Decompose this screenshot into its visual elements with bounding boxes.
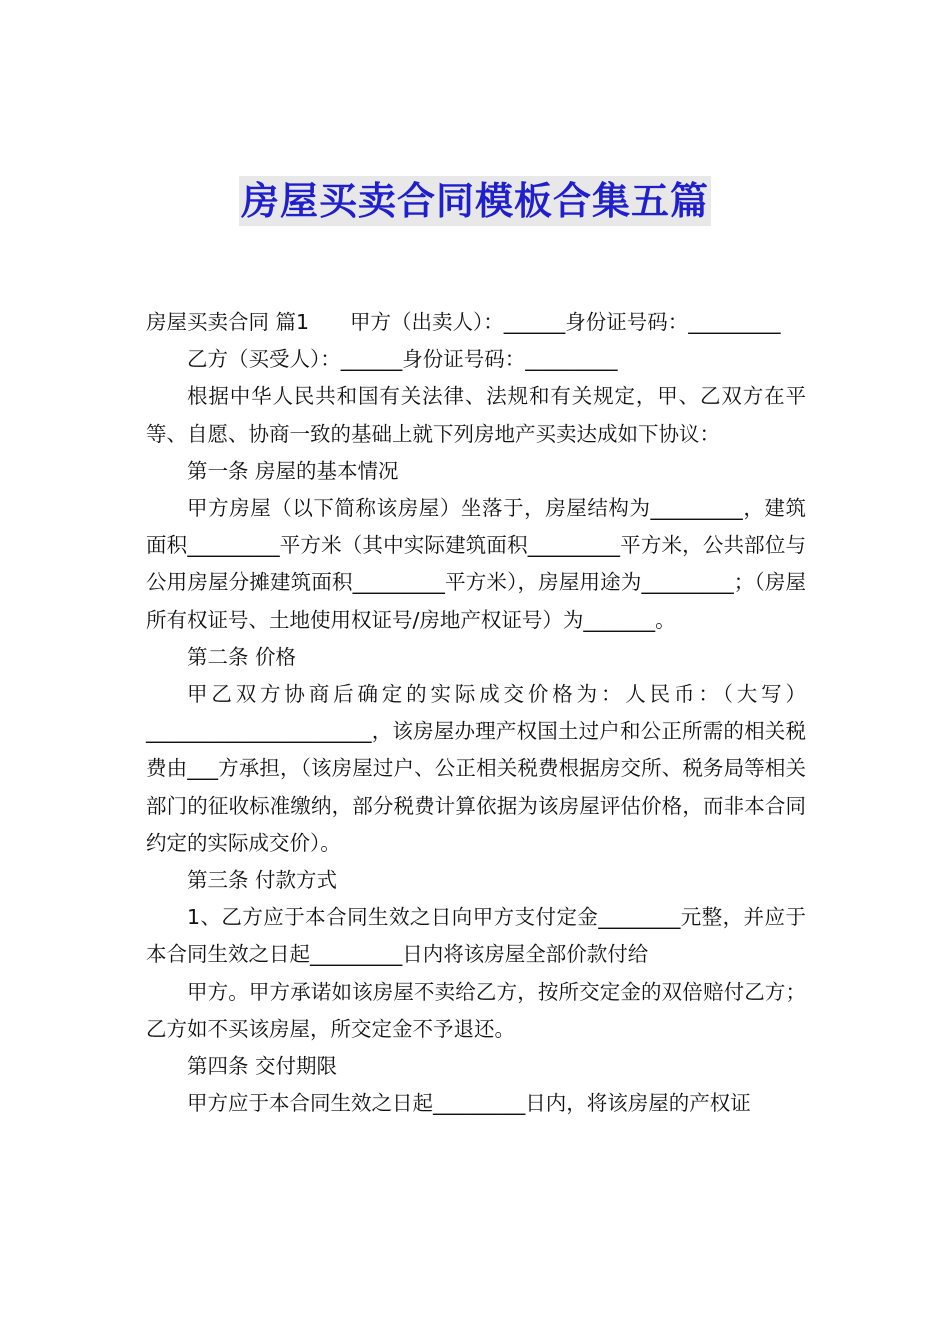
paragraph-article-3-item-1: 1、乙方应于本合同生效之日向甲方支付定金________元整，并应于本合同生效之日起_________日内将该房屋全部价款付给	[146, 905, 806, 967]
heading-article-4: 第四条 交付期限	[187, 1054, 338, 1079]
paragraph-preamble: 根据中华人民共和国有关法律、法规和有关规定，甲、乙双方在平等、自愿、协商一致的基础上就下列房地产买卖达成如下协议：	[146, 384, 806, 446]
document-body	[146, 304, 806, 1122]
heading-article-2: 第二条 价格	[187, 644, 297, 669]
heading-article-1: 第一条 房屋的基本情况	[187, 458, 399, 483]
paragraph-article-4: 甲方应于本合同生效之日起_________日内，将该房屋的产权证	[187, 1091, 751, 1116]
paragraph-article-1: 甲方房屋（以下简称该房屋）坐落于，房屋结构为_________，建筑面积_________平方米（其中实际建筑面积_________平方米，公共部位与公用房屋分摊建筑面积_________平方米），房屋用途为_________；（房屋所有权证号、土地使用权证号/房地产权证号）为_______。	[146, 496, 806, 632]
paragraph-article-3-continued: 甲方。甲方承诺如该房屋不卖给乙方，按所交定金的双倍赔付乙方；乙方如不买该房屋，所交定金不予退还。	[146, 979, 806, 1041]
paragraph-article-2: 甲乙双方协商后确定的实际成交价格为：人民币：（大写）______________________，该房屋办理产权国土过户和公正所需的相关税费由___方承担，（该房屋过户、公正相关税费根据房交所、税务局等相关部门的征收标准缴纳，部分税费计算依据为该房屋评估价格，而非本合同约定的实际成交价）。	[146, 682, 806, 855]
document-title: 房屋买卖合同模板合集五篇	[239, 176, 711, 226]
paragraph-party-a: 房屋买卖合同 篇1 甲方（出卖人）：______身份证号码：_________	[146, 310, 781, 334]
paragraph-party-b: 乙方（买受人）：______身份证号码：_________	[187, 347, 618, 372]
heading-article-3: 第三条 付款方式	[187, 868, 338, 893]
title-container	[0, 176, 950, 226]
